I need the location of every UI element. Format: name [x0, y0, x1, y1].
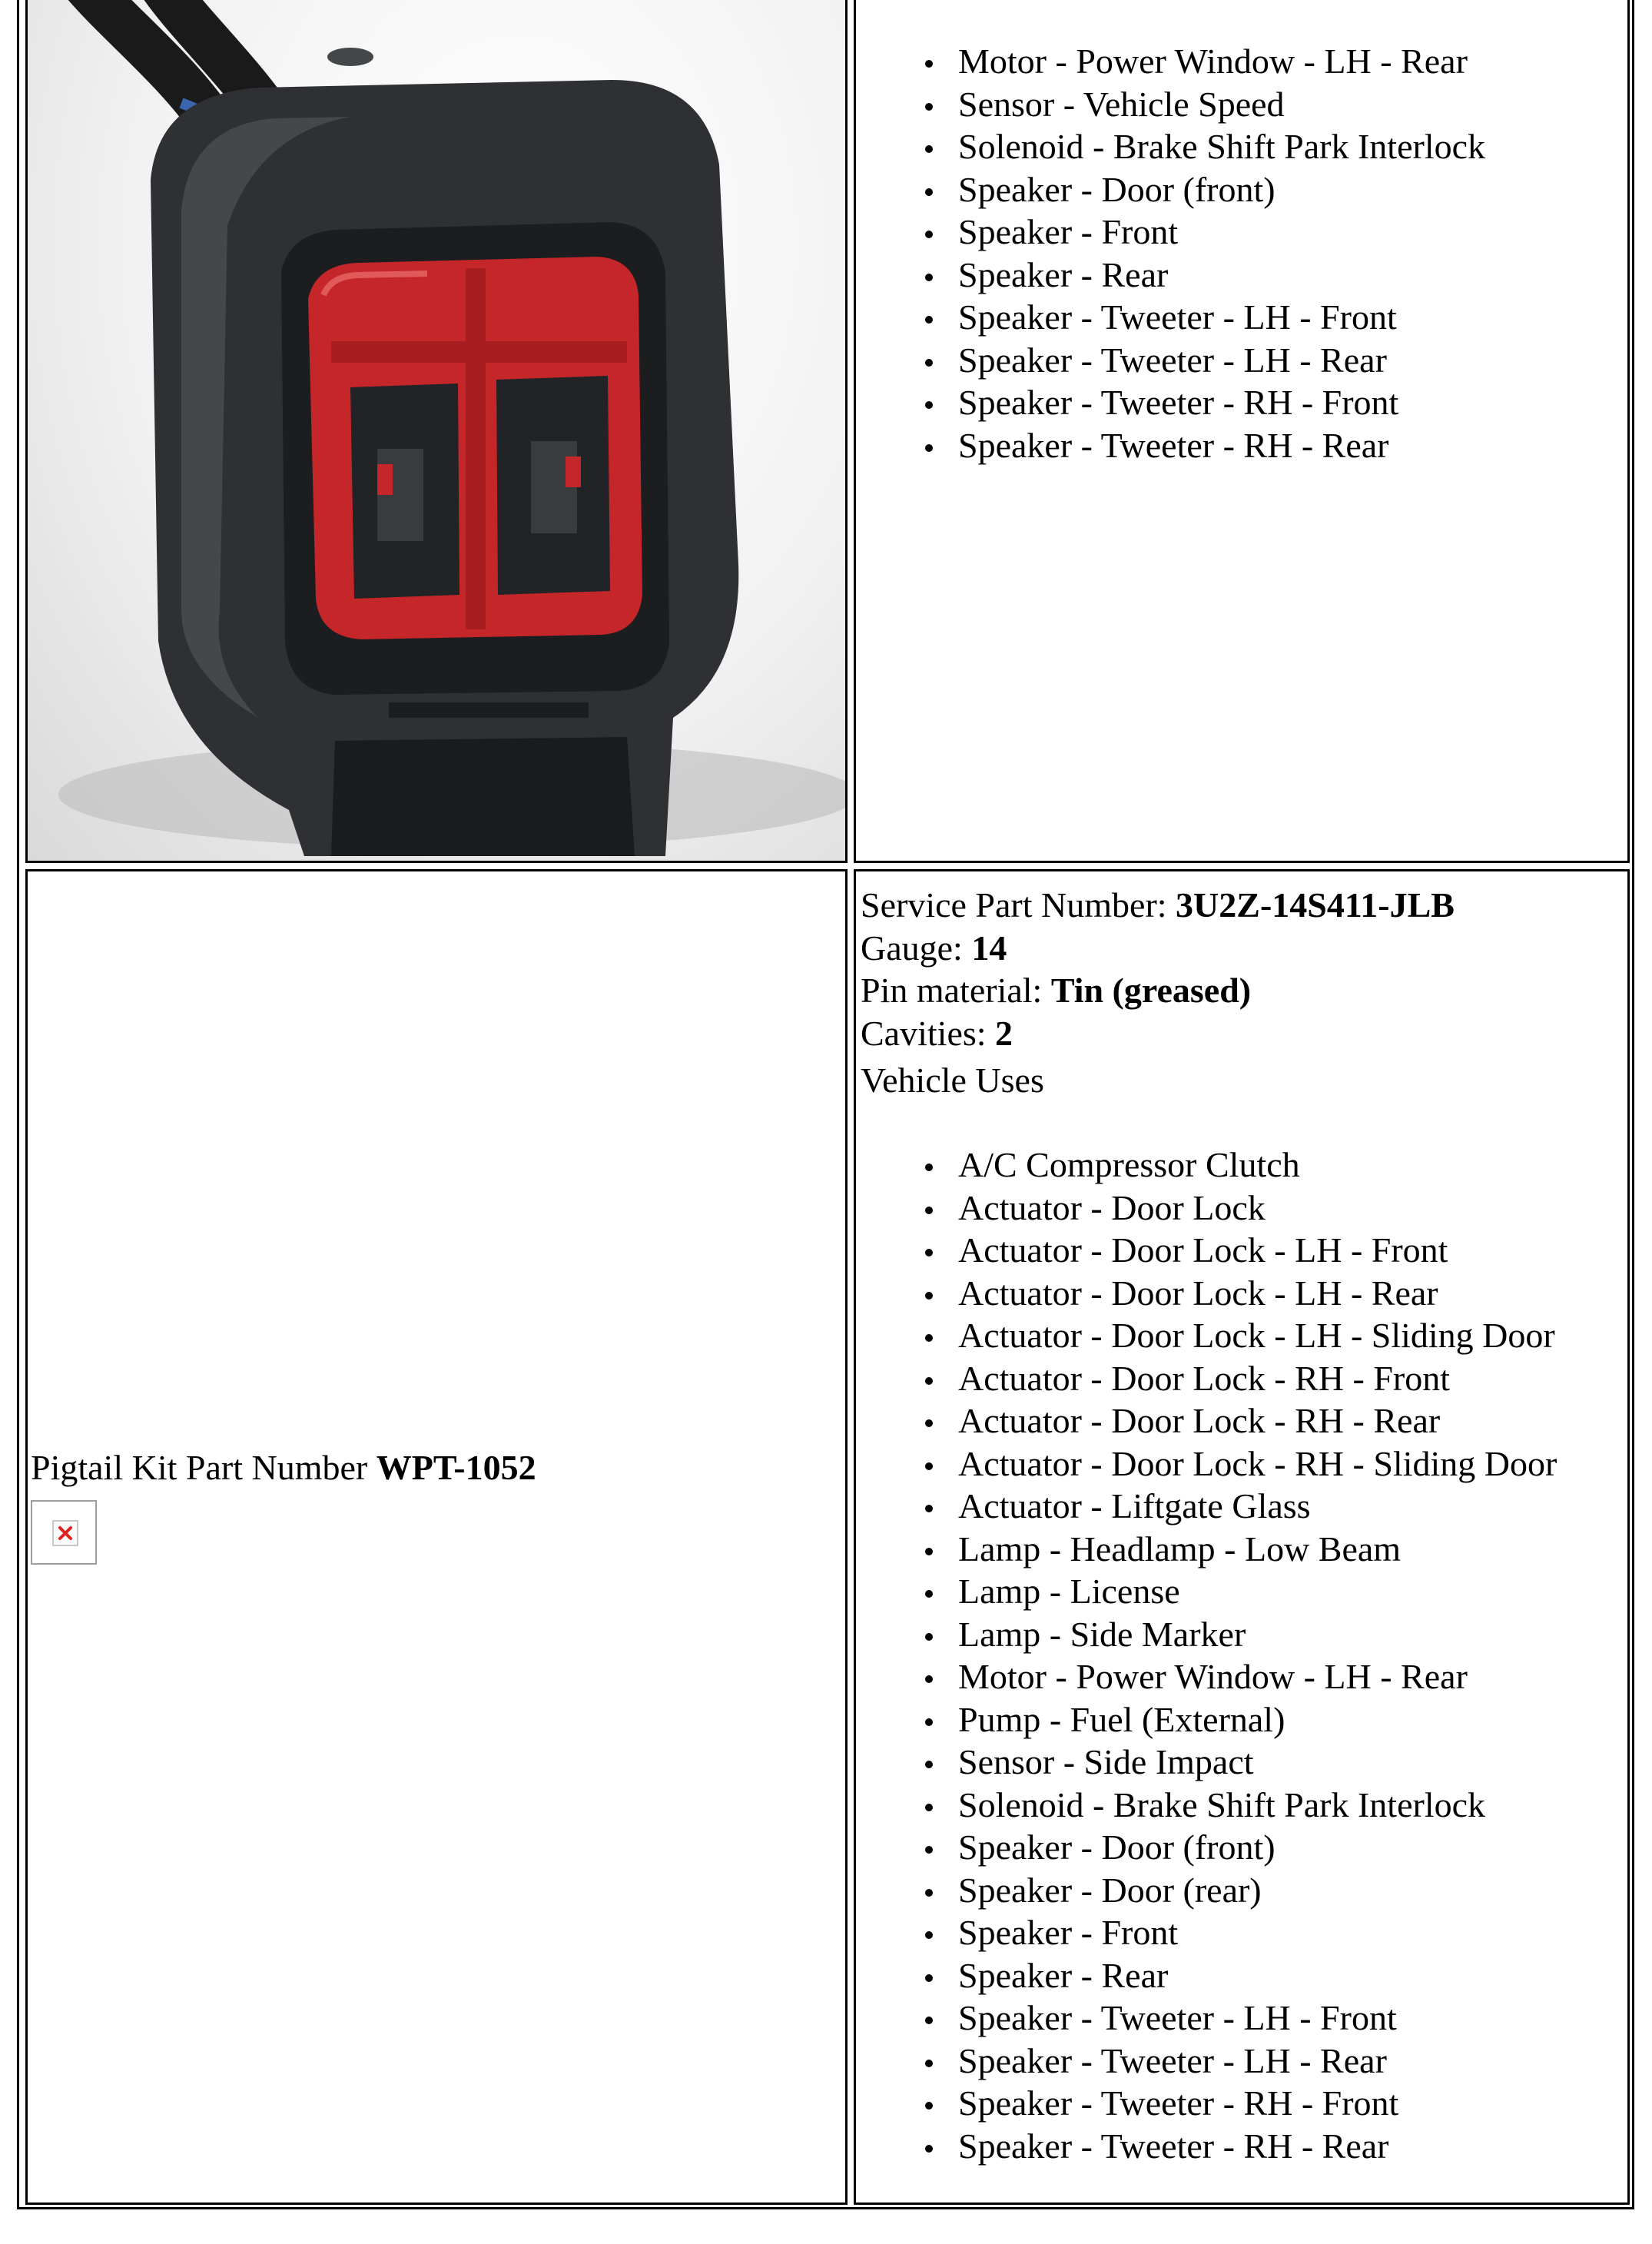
spec-block: [861, 884, 1455, 1054]
service-part-number-line: [861, 884, 1455, 927]
pigtail-part-number[interactable]: WPT-1052: [376, 1448, 536, 1487]
pin-material-label: Pin material:: [861, 971, 1051, 1010]
list-item: Speaker - Front: [856, 211, 1485, 254]
list-item: Solenoid - Brake Shift Park Interlock: [856, 125, 1485, 168]
list-item: Motor - Power Window - LH - Rear: [856, 1655, 1557, 1698]
service-part-value: 3U2Z-14S411-JLB: [1176, 885, 1455, 924]
gauge-value: 14: [971, 928, 1007, 968]
pigtail-kit-label: [31, 1446, 536, 1489]
broken-image-frame: [52, 1520, 78, 1546]
broken-image-icon[interactable]: [31, 1500, 97, 1565]
cavities-value: 2: [995, 1013, 1013, 1053]
vehicle-uses-list-continued: [856, 40, 1485, 466]
list-item: Speaker - Rear: [856, 1954, 1557, 1997]
vehicle-uses-heading: Vehicle Uses: [861, 1061, 1044, 1100]
red-x-icon: [54, 1522, 77, 1545]
list-item: Speaker - Tweeter - LH - Front: [856, 1997, 1557, 2040]
list-item: Speaker - Front: [856, 1911, 1557, 1954]
list-item: Speaker - Door (front): [856, 1826, 1557, 1869]
vehicle-uses-list: [856, 1144, 1557, 2167]
pigtail-label-text: Pigtail Kit Part Number: [31, 1448, 377, 1487]
list-item: Actuator - Liftgate Glass: [856, 1485, 1557, 1528]
list-item: A/C Compressor Clutch: [856, 1144, 1557, 1187]
list-item: Lamp - Headlamp - Low Beam: [856, 1528, 1557, 1571]
pin-material-value: Tin (greased): [1050, 971, 1252, 1010]
list-item: Solenoid - Brake Shift Park Interlock: [856, 1784, 1557, 1827]
list-item: Actuator - Door Lock - LH - Front: [856, 1229, 1557, 1272]
cavities-label: Cavities:: [861, 1013, 996, 1053]
gauge-label: Gauge:: [861, 928, 972, 968]
pin-material-line: [861, 969, 1455, 1012]
list-item: Speaker - Rear: [856, 254, 1485, 297]
list-item: Speaker - Tweeter - RH - Rear: [856, 424, 1485, 467]
list-item: Speaker - Tweeter - RH - Front: [856, 2082, 1557, 2125]
list-item: Actuator - Door Lock - RH - Sliding Door: [856, 1442, 1557, 1485]
list-item: Motor - Power Window - LH - Rear: [856, 40, 1485, 83]
list-item: Lamp - Side Marker: [856, 1613, 1557, 1656]
list-item: Speaker - Tweeter - LH - Rear: [856, 339, 1485, 382]
connector-photo: [28, 0, 845, 861]
gauge-line: [861, 927, 1455, 970]
list-item: Speaker - Tweeter - RH - Front: [856, 381, 1485, 424]
list-item: Actuator - Door Lock - LH - Rear: [856, 1272, 1557, 1315]
connector-photo-cell: [25, 0, 848, 863]
list-item: Speaker - Tweeter - RH - Rear: [856, 2125, 1557, 2168]
list-item: Sensor - Side Impact: [856, 1741, 1557, 1784]
list-item: Speaker - Door (rear): [856, 1869, 1557, 1912]
vehicle-uses-continued-cell: [854, 0, 1630, 863]
cavities-line: [861, 1012, 1455, 1055]
part-specs-cell: [854, 869, 1630, 2205]
list-item: Actuator - Door Lock: [856, 1187, 1557, 1230]
list-item: Actuator - Door Lock - RH - Front: [856, 1357, 1557, 1400]
pigtail-kit-cell: [25, 869, 848, 2205]
list-item: Speaker - Door (front): [856, 168, 1485, 211]
list-item: Pump - Fuel (External): [856, 1698, 1557, 1741]
list-item: Speaker - Tweeter - LH - Front: [856, 296, 1485, 339]
list-item: Sensor - Vehicle Speed: [856, 83, 1485, 126]
list-item: Actuator - Door Lock - LH - Sliding Door: [856, 1314, 1557, 1357]
service-part-label: Service Part Number:: [861, 885, 1176, 924]
list-item: Speaker - Tweeter - LH - Rear: [856, 2040, 1557, 2083]
parts-table: [17, 0, 1634, 2209]
list-item: Actuator - Door Lock - RH - Rear: [856, 1399, 1557, 1442]
list-item: Lamp - License: [856, 1570, 1557, 1613]
